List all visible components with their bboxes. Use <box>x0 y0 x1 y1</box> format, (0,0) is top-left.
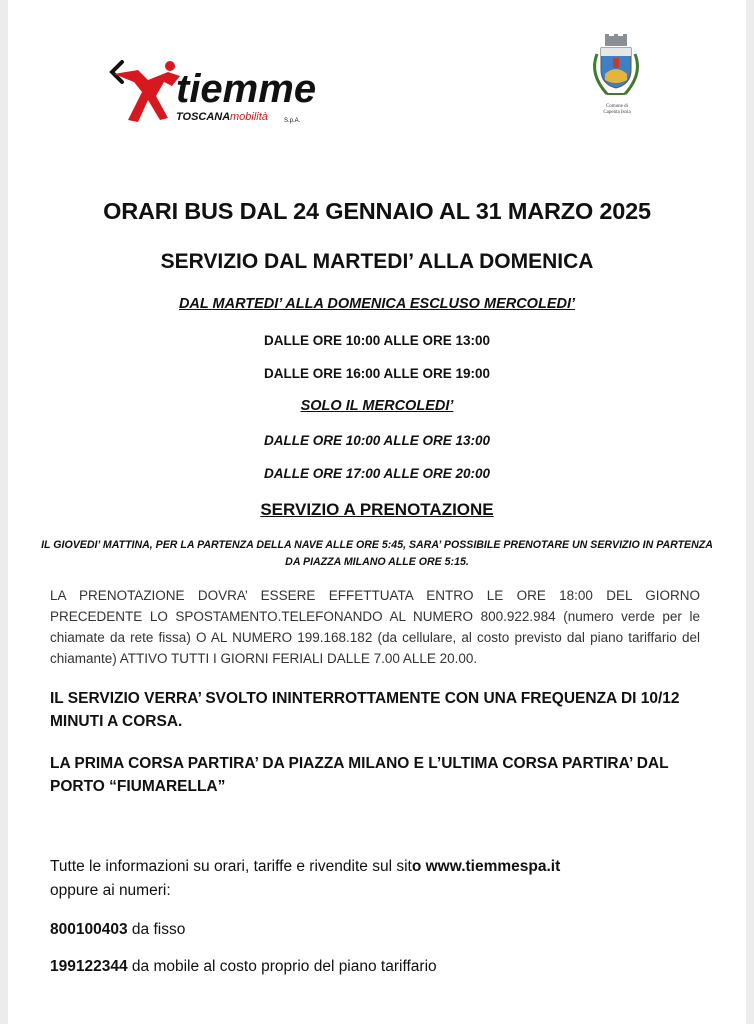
brand-sub-c: S.p.A. <box>284 118 301 124</box>
website-link[interactable]: www.tiemmespa.it <box>425 858 561 875</box>
phone-fixed-line <box>50 918 710 941</box>
crest-caption-line-1: Comune di <box>605 104 629 109</box>
tiemme-runner-icon <box>108 52 323 130</box>
section2-heading: SOLO IL MERCOLEDI’ <box>300 398 454 414</box>
first-last-run: LA PRIMA CORSA PARTIRA’ DA PIAZZA MILANO E L’ULTIMA CORSA PARTIRA’ DAL PORTO “FIUMARELLA” <box>50 755 669 795</box>
crest-icon <box>585 34 647 106</box>
section2-time-2: DALLE ORE 17:00 ALLE ORE 20:00 <box>263 466 491 481</box>
brand-sub-b: mobilità <box>230 111 268 123</box>
section1-heading: DAL MARTEDI’ ALLA DOMENICA ESCLUSO MERCOLEDI’ <box>178 296 576 312</box>
phone-mobile-line <box>50 955 710 978</box>
section2-time-1: DALLE ORE 10:00 ALLE ORE 13:00 <box>263 433 491 448</box>
section1-time-2: DALLE ORE 16:00 ALLE ORE 19:00 <box>263 366 491 381</box>
booking-body: LA PRENOTAZIONE DOVRA’ ESSERE EFFETTUATA ENTRO LE ORE 18:00 DEL GIORNO PRECEDENTE LO SPOSTAMENTO.TELEFONANDO AL NUMERO 800.922.984 (numero verde per le chiamate da rete fissa) O AL NUMERO 199.168.182 (da cellulare, al costo previsto dal piano tariffario del chiamante) ATTIVO TUTTI I GIORNI FERIALI DALLE 7.00 ALLE 20.00. <box>50 588 700 666</box>
crest-caption <box>578 104 656 116</box>
brand-sub-a: TOSCANA <box>176 111 231 123</box>
tiemme-logo <box>108 52 323 130</box>
info-text-1: Tutte le informazioni su orari, tariffe e rivendite sul sit <box>50 858 412 875</box>
phone-fixed-label: da fisso <box>131 921 186 938</box>
brand-name: tiemme <box>176 67 317 111</box>
service-frequency: IL SERVIZIO VERRA’ SVOLTO ININTERROTTAMENTE CON UNA FREQUENZA DI 10/12 MINUTI A CORSA. <box>50 690 680 730</box>
page-title: ORARI BUS DAL 24 GENNAIO AL 31 MARZO 2025 <box>103 198 651 224</box>
info-line-2: oppure ai numeri: <box>50 882 171 899</box>
section1-time-1: DALLE ORE 10:00 ALLE ORE 13:00 <box>263 333 491 348</box>
booking-heading: SERVIZIO A PRENOTAZIONE <box>260 500 494 519</box>
phone-mobile-label: da mobile al costo proprio del piano tariffario <box>131 958 437 975</box>
info-website-o: o <box>411 858 422 875</box>
booking-note: IL GIOVEDI’ MATTINA, PER LA PARTENZA DELLA NAVE ALLE ORE 5:45, SARA’ POSSIBILE PRENOTARE UN SERVIZIO IN PARTENZA DA PIAZZA MILANO ALLE ORE 5:15. <box>41 539 713 568</box>
page-subtitle: SERVIZIO DAL MARTEDI’ ALLA DOMENICA <box>160 250 594 273</box>
info-line-1 <box>50 855 710 878</box>
phone-mobile-number[interactable]: 199122344 <box>50 958 128 975</box>
crest-caption-line-2: Capenta Isola <box>603 110 631 115</box>
phone-fixed-number[interactable]: 800100403 <box>50 921 128 938</box>
